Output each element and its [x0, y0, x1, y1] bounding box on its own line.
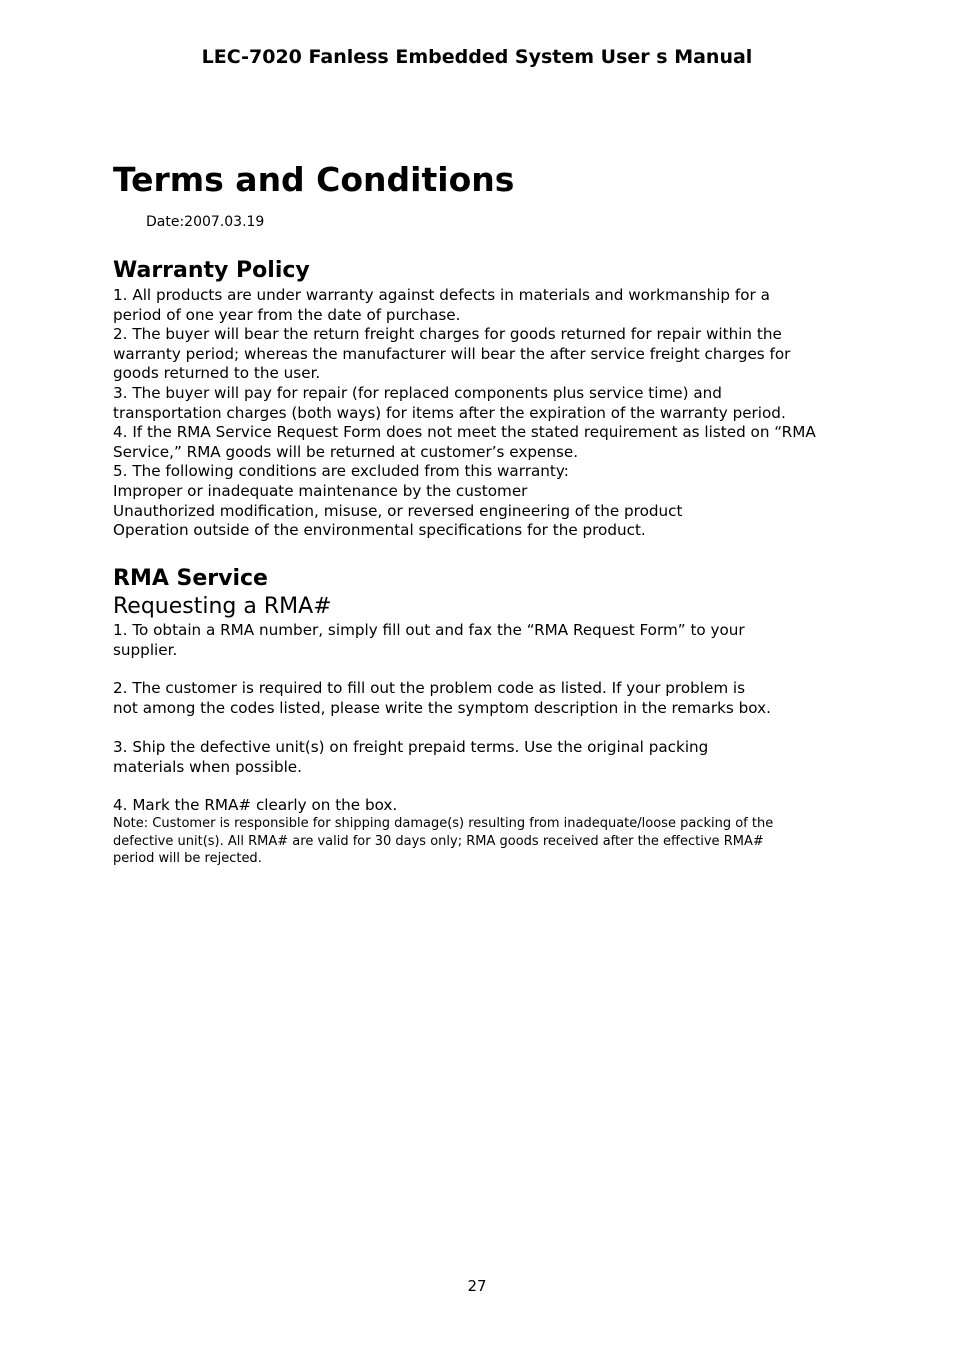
text-line: materials when possible.	[113, 757, 302, 776]
text-line: period of one year from the date of purchase.	[113, 305, 461, 324]
text-line: Service,” RMA goods will be returned at customer’s expense.	[113, 442, 579, 461]
rma-note	[113, 815, 853, 868]
rma-step-4	[113, 796, 853, 816]
page-title: Terms and Conditions	[113, 160, 515, 199]
document-date: Date:2007.03.19	[146, 214, 265, 230]
rma-step-1	[113, 621, 853, 660]
rma-heading: RMA Service	[113, 566, 268, 591]
text-line: 5. The following conditions are excluded from this warranty:	[113, 462, 569, 481]
text-line: Unauthorized modification, misuse, or reversed engineering of the product	[113, 501, 683, 520]
text-line: transportation charges (both ways) for items after the expiration of the warranty period.	[113, 403, 786, 422]
text-line: goods returned to the user.	[113, 364, 321, 383]
text-line: Operation outside of the environmental specifications for the product.	[113, 521, 646, 540]
rma-step-3	[113, 738, 853, 777]
text-line: 3. The buyer will pay for repair (for replaced components plus service time) and	[113, 383, 722, 402]
text-line: 4. If the RMA Service Request Form does not meet the stated requirement as listed on “RMA	[113, 423, 816, 442]
rma-subheading: Requesting a RMA#	[113, 594, 332, 619]
text-line: 1. To obtain a RMA number, simply fill out and fax the “RMA Request Form” to your	[113, 621, 745, 639]
running-header: LEC-7020 Fanless Embedded System User s Manual	[201, 46, 753, 68]
rma-step-2	[113, 679, 853, 718]
text-line: Improper or inadequate maintenance by the customer	[113, 481, 528, 500]
text-line: warranty period; whereas the manufacturer will bear the after service freight charges for	[113, 344, 791, 363]
note-line: Note: Customer is responsible for shipping damage(s) resulting from inadequate/loose packing of the	[113, 816, 774, 831]
warranty-heading: Warranty Policy	[113, 258, 310, 283]
text-line: 1. All products are under warranty against defects in materials and workmanship for a	[113, 286, 770, 304]
note-line: defective unit(s). All RMA# are valid for 30 days only; RMA goods received after the effective RMA#	[113, 833, 764, 849]
text-line: 2. The buyer will bear the return freight charges for goods returned for repair within the	[113, 325, 782, 344]
warranty-text	[113, 286, 853, 541]
page-number: 27	[467, 1277, 487, 1295]
text-line: supplier.	[113, 640, 178, 659]
text-line: 3. Ship the defective unit(s) on freight prepaid terms. Use the original packing	[113, 738, 709, 756]
text-line: not among the codes listed, please write the symptom description in the remarks box.	[113, 698, 771, 717]
text-line: 4. Mark the RMA# clearly on the box.	[113, 796, 398, 814]
note-line: period will be rejected.	[113, 851, 262, 866]
text-line: 2. The customer is required to fill out the problem code as listed. If your problem is	[113, 679, 746, 697]
